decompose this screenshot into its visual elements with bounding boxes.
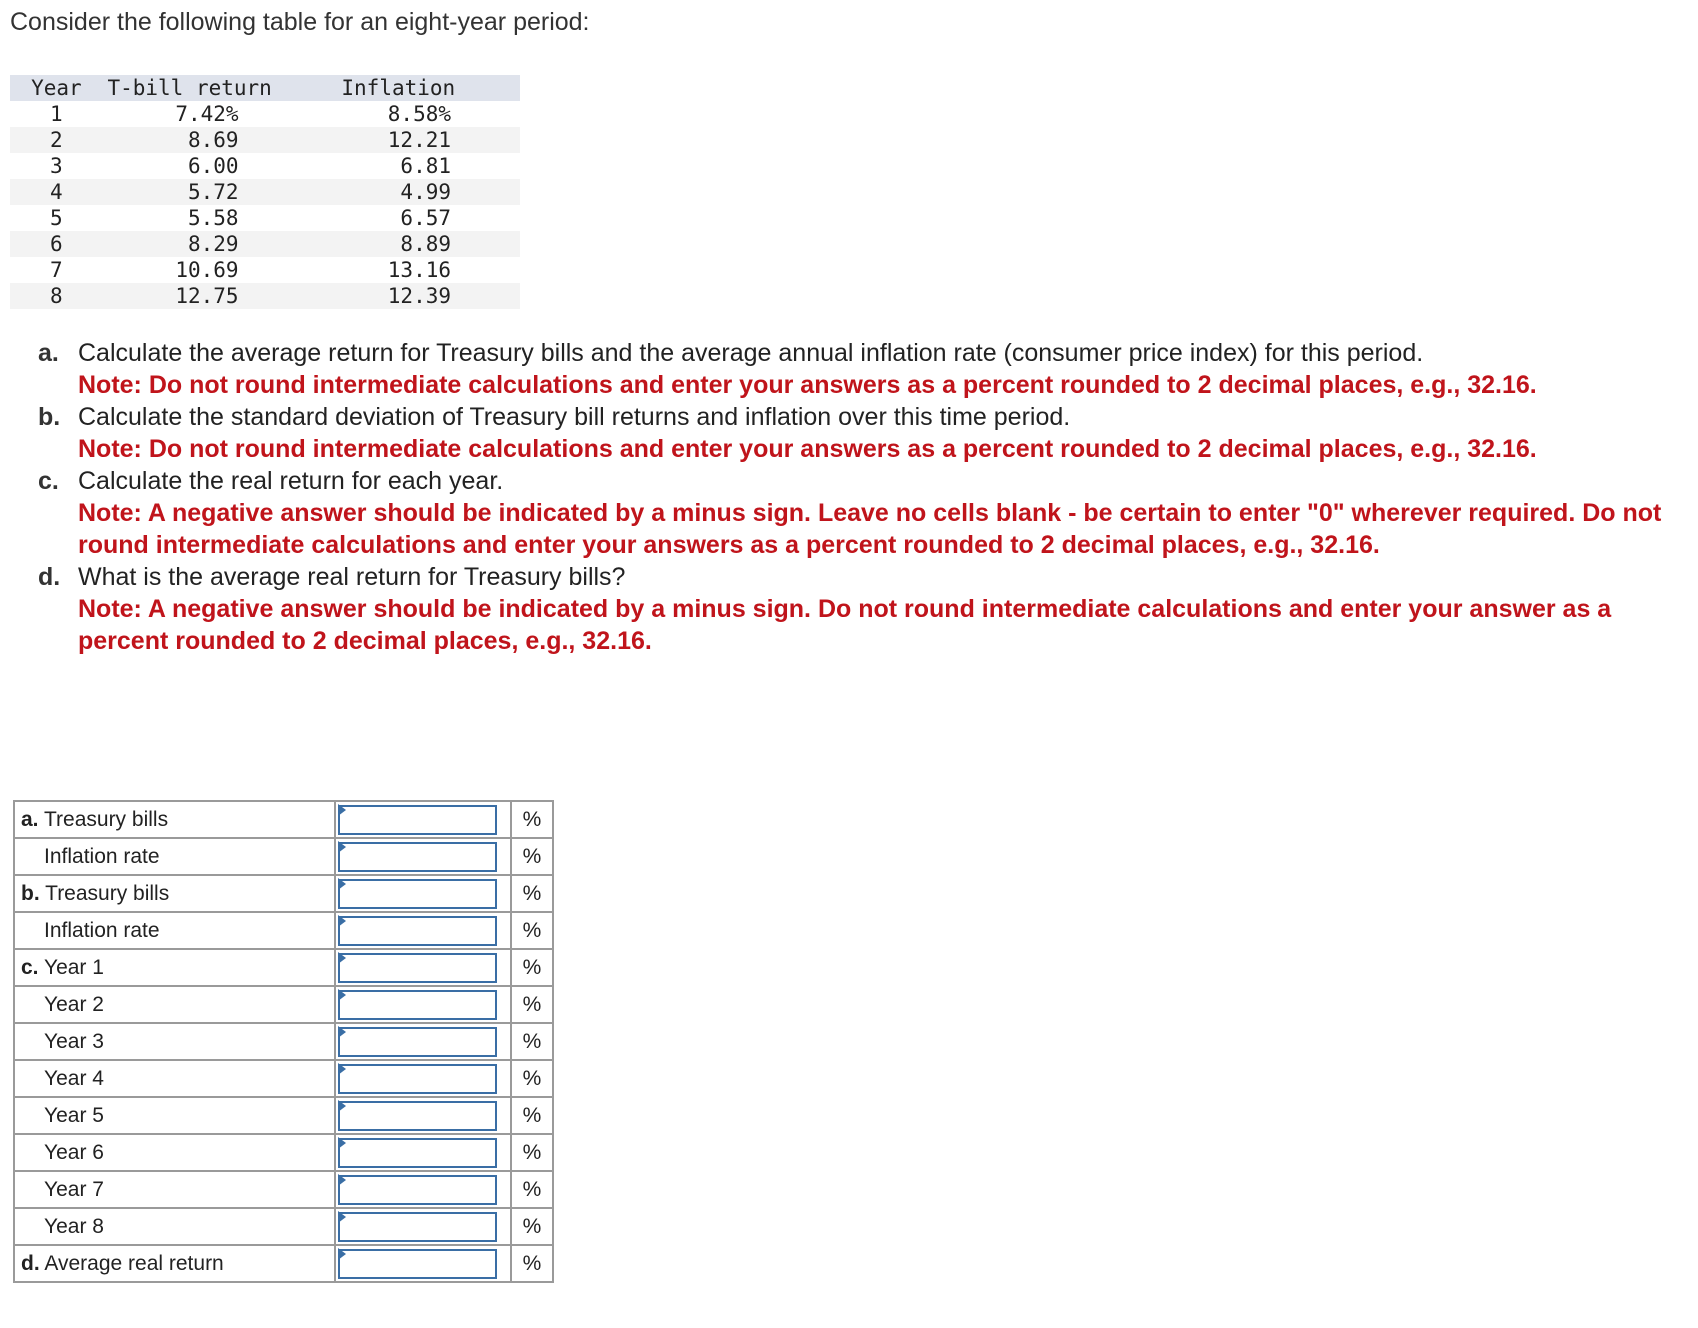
answer-input-a-inflation-rate[interactable] (338, 842, 497, 872)
answer-row (14, 949, 553, 986)
answer-label (14, 838, 335, 875)
answer-label-text: Average real return (44, 1251, 224, 1275)
table-header-row (10, 75, 520, 101)
percent-unit: % (511, 1023, 553, 1060)
percent-unit: % (511, 875, 553, 912)
inflation-cell: 4.99 (277, 179, 520, 205)
answer-label (14, 1134, 335, 1171)
answer-label-text: Year 4 (44, 1066, 104, 1090)
answer-prefix: b. (21, 881, 40, 905)
answer-input-c-year-2[interactable] (338, 990, 497, 1020)
answer-input-c-year-6[interactable] (338, 1138, 497, 1168)
answer-prefix: a. (21, 807, 39, 831)
percent-unit: % (511, 912, 553, 949)
input-flag-icon (338, 1174, 346, 1186)
answer-label-text: Year 6 (44, 1140, 104, 1164)
answer-label-text: Inflation rate (44, 918, 160, 942)
header-year: Year (10, 75, 103, 101)
answer-label (14, 986, 335, 1023)
answer-table (13, 800, 554, 1283)
table-row (10, 257, 520, 283)
input-flag-icon (338, 952, 346, 964)
answer-row (14, 838, 553, 875)
tbill-cell: 6.00 (188, 154, 239, 178)
answer-input-b-inflation-rate[interactable] (338, 916, 497, 946)
table-row (10, 153, 520, 179)
year-cell: 6 (10, 231, 103, 257)
tbill-cell: 8.69 (103, 127, 277, 153)
inflation-cell: 12.21 (277, 127, 520, 153)
answer-label-text: Year 5 (44, 1103, 104, 1127)
part-letter: c. (38, 467, 59, 495)
returns-table (10, 75, 520, 309)
inflation-cell: 6.81 (400, 154, 451, 178)
answer-label-text: Year 8 (44, 1214, 104, 1238)
tbill-cell: 12.75 (103, 283, 277, 309)
answer-label (14, 1245, 335, 1282)
answer-row (14, 986, 553, 1023)
part-b (38, 401, 1678, 465)
answer-input-c-year-8[interactable] (338, 1212, 497, 1242)
intro-text: Consider the following table for an eight-year period: (10, 8, 590, 36)
answer-input-d-average-real-return[interactable] (338, 1249, 497, 1279)
input-flag-icon (338, 989, 346, 1001)
table-row (10, 231, 520, 257)
answer-input-b-treasury-bills[interactable] (338, 879, 497, 909)
input-flag-icon (338, 1137, 346, 1149)
answer-row (14, 801, 553, 838)
tbill-cell: 7.42% (175, 102, 239, 126)
answer-prefix: d. (21, 1251, 40, 1275)
answer-label (14, 875, 335, 912)
year-cell: 3 (50, 154, 63, 178)
table-row (10, 127, 520, 153)
tbill-cell: 10.69 (175, 258, 239, 282)
answer-input-c-year-1[interactable] (338, 953, 497, 983)
year-cell: 2 (10, 127, 103, 153)
answer-input-a-treasury-bills[interactable] (338, 805, 497, 835)
answer-row (14, 912, 553, 949)
part-note: Note: Do not round intermediate calculations and enter your answers as a percent rounded to 2 decimal places, e.g., 32.16. (78, 435, 1537, 463)
percent-unit: % (511, 986, 553, 1023)
answer-label (14, 1208, 335, 1245)
input-flag-icon (338, 841, 346, 853)
answer-row (14, 1134, 553, 1171)
question-parts (38, 337, 1678, 657)
table-row (10, 101, 520, 127)
table-row (10, 179, 520, 205)
answer-input-c-year-4[interactable] (338, 1064, 497, 1094)
inflation-cell: 8.89 (277, 231, 520, 257)
part-letter: a. (38, 339, 59, 367)
input-flag-icon (338, 915, 346, 927)
part-note: Note: A negative answer should be indicated by a minus sign. Do not round intermediate calculations and enter your answer as a percent rounded to 2 decimal places, e.g., 32.16. (78, 595, 1612, 655)
part-letter: d. (38, 563, 61, 591)
answer-label-text: Year 7 (44, 1177, 104, 1201)
answer-label (14, 1171, 335, 1208)
part-note: Note: A negative answer should be indicated by a minus sign. Leave no cells blank - be certain to enter "0" wherever required. Do not round intermediate calculations and enter your answers as a percent rounded to 2 decimal places, e.g., 32.16. (78, 499, 1662, 559)
answer-row (14, 1060, 553, 1097)
answer-label (14, 1097, 335, 1134)
part-letter: b. (38, 403, 61, 431)
input-flag-icon (338, 1026, 346, 1038)
answer-row (14, 1023, 553, 1060)
answer-row (14, 1208, 553, 1245)
inflation-cell: 12.39 (277, 283, 520, 309)
percent-unit: % (511, 1134, 553, 1171)
part-question: What is the average real return for Treasury bills? (78, 563, 626, 591)
year-cell: 1 (50, 102, 63, 126)
answer-label (14, 912, 335, 949)
answer-label-text: Year 2 (44, 992, 104, 1016)
tbill-cell: 5.72 (103, 179, 277, 205)
year-cell: 5 (50, 206, 63, 230)
part-question: Calculate the standard deviation of Treasury bill returns and inflation over this time period. (78, 403, 1071, 431)
percent-unit: % (511, 949, 553, 986)
answer-input-c-year-3[interactable] (338, 1027, 497, 1057)
percent-unit: % (511, 1097, 553, 1134)
answer-input-c-year-7[interactable] (338, 1175, 497, 1205)
input-flag-icon (338, 804, 346, 816)
answer-label (14, 1060, 335, 1097)
inflation-cell: 6.57 (400, 206, 451, 230)
input-flag-icon (338, 1063, 346, 1075)
tbill-cell: 8.29 (103, 231, 277, 257)
inflation-cell: 13.16 (387, 258, 451, 282)
answer-label-text: Treasury bills (43, 807, 169, 831)
input-flag-icon (338, 1211, 346, 1223)
year-cell: 4 (10, 179, 103, 205)
answer-row (14, 1171, 553, 1208)
answer-label-text: Inflation rate (44, 844, 160, 868)
inflation-cell: 8.58% (387, 102, 451, 126)
part-question: Calculate the real return for each year. (78, 467, 504, 495)
part-c (38, 465, 1678, 561)
header-inflation: Inflation (277, 75, 520, 101)
percent-unit: % (511, 1208, 553, 1245)
part-question: Calculate the average return for Treasury bills and the average annual inflation rate (consumer price index) for this period. (78, 339, 1424, 367)
header-tbill-return: T-bill return (103, 75, 277, 101)
answer-label-text: Treasury bills (45, 881, 170, 905)
year-cell: 7 (50, 258, 63, 282)
answer-label (14, 1023, 335, 1060)
answer-input-c-year-5[interactable] (338, 1101, 497, 1131)
percent-unit: % (511, 801, 553, 838)
table-row (10, 205, 520, 231)
answer-prefix: c. (21, 955, 39, 979)
input-flag-icon (338, 1248, 346, 1260)
input-flag-icon (338, 1100, 346, 1112)
input-flag-icon (338, 878, 346, 890)
percent-unit: % (511, 1171, 553, 1208)
answer-label (14, 949, 335, 986)
percent-unit: % (511, 838, 553, 875)
percent-unit: % (511, 1245, 553, 1282)
part-note: Note: Do not round intermediate calculations and enter your answers as a percent rounded to 2 decimal places, e.g., 32.16. (78, 371, 1537, 399)
tbill-cell: 5.58 (188, 206, 239, 230)
answer-label (14, 801, 335, 838)
table-row (10, 283, 520, 309)
answer-row (14, 1245, 553, 1282)
answer-label-text: Year 1 (43, 955, 104, 979)
answer-row (14, 1097, 553, 1134)
part-a (38, 337, 1678, 401)
part-d (38, 561, 1678, 657)
answer-row (14, 875, 553, 912)
year-cell: 8 (10, 283, 103, 309)
percent-unit: % (511, 1060, 553, 1097)
answer-label-text: Year 3 (44, 1029, 104, 1053)
